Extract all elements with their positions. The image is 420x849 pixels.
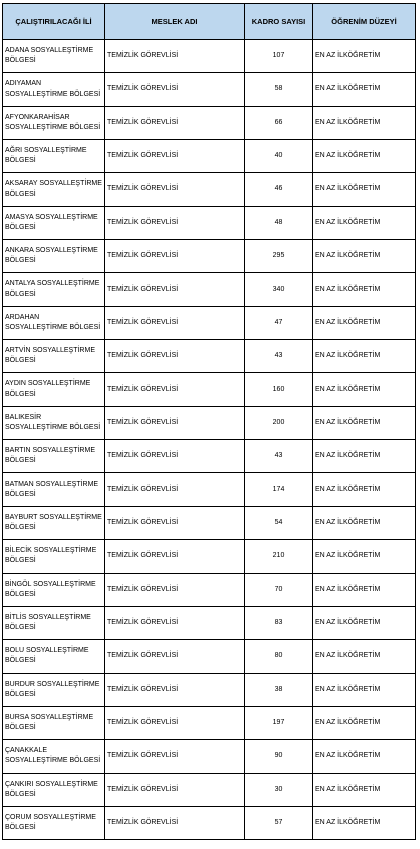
occupation-cell: TEMİZLİK GÖREVLİSİ	[105, 440, 245, 473]
province-cell: BATMAN SOSYALLEŞTİRME BÖLGESİ	[3, 473, 105, 506]
position-count-cell: 210	[245, 540, 313, 573]
education-level-cell: EN AZ İLKÖĞRETİM	[313, 640, 416, 673]
education-level-cell: EN AZ İLKÖĞRETİM	[313, 306, 416, 339]
province-cell: ÇANAKKALE SOSYALLEŞTİRME BÖLGESİ	[3, 740, 105, 773]
occupation-cell: TEMİZLİK GÖREVLİSİ	[105, 140, 245, 173]
province-cell: ARTVİN SOSYALLEŞTİRME BÖLGESİ	[3, 340, 105, 373]
position-count-cell: 107	[245, 40, 313, 73]
province-cell: ADIYAMAN SOSYALLEŞTİRME BÖLGESİ	[3, 73, 105, 106]
table-row	[3, 173, 416, 206]
occupation-cell: TEMİZLİK GÖREVLİSİ	[105, 373, 245, 406]
position-count-cell: 90	[245, 740, 313, 773]
education-level-cell: EN AZ İLKÖĞRETİM	[313, 40, 416, 73]
position-count-cell: 47	[245, 306, 313, 339]
education-level-cell: EN AZ İLKÖĞRETİM	[313, 206, 416, 239]
province-cell: ÇANKIRI SOSYALLEŞTİRME BÖLGESİ	[3, 773, 105, 806]
table-row	[3, 473, 416, 506]
table-row	[3, 406, 416, 439]
education-level-cell: EN AZ İLKÖĞRETİM	[313, 273, 416, 306]
header-row	[3, 4, 416, 40]
province-cell: AYDIN SOSYALLEŞTİRME BÖLGESİ	[3, 373, 105, 406]
position-count-cell: 197	[245, 706, 313, 739]
occupation-cell: TEMİZLİK GÖREVLİSİ	[105, 706, 245, 739]
occupation-cell: TEMİZLİK GÖREVLİSİ	[105, 106, 245, 139]
education-level-cell: EN AZ İLKÖĞRETİM	[313, 806, 416, 839]
position-count-cell: 38	[245, 673, 313, 706]
table-row	[3, 573, 416, 606]
province-cell: BİLECİK SOSYALLEŞTİRME BÖLGESİ	[3, 540, 105, 573]
position-count-cell: 80	[245, 640, 313, 673]
header-education-level: ÖĞRENİM DÜZEYİ	[313, 4, 416, 40]
table-row	[3, 206, 416, 239]
staff-quota-table	[2, 3, 416, 840]
table-row	[3, 273, 416, 306]
education-level-cell: EN AZ İLKÖĞRETİM	[313, 106, 416, 139]
occupation-cell: TEMİZLİK GÖREVLİSİ	[105, 640, 245, 673]
occupation-cell: TEMİZLİK GÖREVLİSİ	[105, 306, 245, 339]
province-cell: BAYBURT SOSYALLEŞTİRME BÖLGESİ	[3, 506, 105, 539]
province-cell: BALIKESİR SOSYALLEŞTİRME BÖLGESİ	[3, 406, 105, 439]
header-province: ÇALIŞTIRILACAĞI İLİ	[3, 4, 105, 40]
province-cell: BİTLİS SOSYALLEŞTİRME BÖLGESİ	[3, 606, 105, 639]
occupation-cell: TEMİZLİK GÖREVLİSİ	[105, 273, 245, 306]
province-cell: ANTALYA SOSYALLEŞTİRME BÖLGESİ	[3, 273, 105, 306]
table-row	[3, 340, 416, 373]
table-row	[3, 740, 416, 773]
education-level-cell: EN AZ İLKÖĞRETİM	[313, 173, 416, 206]
occupation-cell: TEMİZLİK GÖREVLİSİ	[105, 540, 245, 573]
table-row	[3, 640, 416, 673]
province-cell: AĞRI SOSYALLEŞTİRME BÖLGESİ	[3, 140, 105, 173]
occupation-cell: TEMİZLİK GÖREVLİSİ	[105, 506, 245, 539]
position-count-cell: 200	[245, 406, 313, 439]
education-level-cell: EN AZ İLKÖĞRETİM	[313, 573, 416, 606]
table-row	[3, 306, 416, 339]
position-count-cell: 83	[245, 606, 313, 639]
position-count-cell: 340	[245, 273, 313, 306]
province-cell: BOLU SOSYALLEŞTİRME BÖLGESİ	[3, 640, 105, 673]
province-cell: BARTIN SOSYALLEŞTİRME BÖLGESİ	[3, 440, 105, 473]
table-row	[3, 373, 416, 406]
province-cell: BURSA SOSYALLEŞTİRME BÖLGESİ	[3, 706, 105, 739]
occupation-cell: TEMİZLİK GÖREVLİSİ	[105, 406, 245, 439]
occupation-cell: TEMİZLİK GÖREVLİSİ	[105, 40, 245, 73]
position-count-cell: 46	[245, 173, 313, 206]
province-cell: BURDUR SOSYALLEŞTİRME BÖLGESİ	[3, 673, 105, 706]
table-row	[3, 106, 416, 139]
occupation-cell: TEMİZLİK GÖREVLİSİ	[105, 73, 245, 106]
occupation-cell: TEMİZLİK GÖREVLİSİ	[105, 173, 245, 206]
position-count-cell: 174	[245, 473, 313, 506]
table-row	[3, 806, 416, 839]
position-count-cell: 48	[245, 206, 313, 239]
province-cell: ADANA SOSYALLEŞTİRME BÖLGESİ	[3, 40, 105, 73]
table-row	[3, 606, 416, 639]
education-level-cell: EN AZ İLKÖĞRETİM	[313, 540, 416, 573]
position-count-cell: 54	[245, 506, 313, 539]
education-level-cell: EN AZ İLKÖĞRETİM	[313, 73, 416, 106]
table-row	[3, 440, 416, 473]
table-row	[3, 540, 416, 573]
province-cell: AFYONKARAHİSAR SOSYALLEŞTİRME BÖLGESİ	[3, 106, 105, 139]
education-level-cell: EN AZ İLKÖĞRETİM	[313, 440, 416, 473]
position-count-cell: 70	[245, 573, 313, 606]
education-level-cell: EN AZ İLKÖĞRETİM	[313, 773, 416, 806]
occupation-cell: TEMİZLİK GÖREVLİSİ	[105, 206, 245, 239]
province-cell: AMASYA SOSYALLEŞTİRME BÖLGESİ	[3, 206, 105, 239]
table-row	[3, 706, 416, 739]
education-level-cell: EN AZ İLKÖĞRETİM	[313, 240, 416, 273]
table-row	[3, 140, 416, 173]
education-level-cell: EN AZ İLKÖĞRETİM	[313, 740, 416, 773]
table-row	[3, 73, 416, 106]
occupation-cell: TEMİZLİK GÖREVLİSİ	[105, 240, 245, 273]
education-level-cell: EN AZ İLKÖĞRETİM	[313, 673, 416, 706]
table-row	[3, 240, 416, 273]
education-level-cell: EN AZ İLKÖĞRETİM	[313, 373, 416, 406]
occupation-cell: TEMİZLİK GÖREVLİSİ	[105, 740, 245, 773]
table-header	[3, 4, 416, 40]
position-count-cell: 43	[245, 340, 313, 373]
education-level-cell: EN AZ İLKÖĞRETİM	[313, 340, 416, 373]
occupation-cell: TEMİZLİK GÖREVLİSİ	[105, 773, 245, 806]
education-level-cell: EN AZ İLKÖĞRETİM	[313, 140, 416, 173]
header-position-count: KADRO SAYISI	[245, 4, 313, 40]
occupation-cell: TEMİZLİK GÖREVLİSİ	[105, 673, 245, 706]
occupation-cell: TEMİZLİK GÖREVLİSİ	[105, 606, 245, 639]
table-row	[3, 673, 416, 706]
position-count-cell: 57	[245, 806, 313, 839]
position-count-cell: 295	[245, 240, 313, 273]
occupation-cell: TEMİZLİK GÖREVLİSİ	[105, 573, 245, 606]
table-row	[3, 773, 416, 806]
education-level-cell: EN AZ İLKÖĞRETİM	[313, 406, 416, 439]
position-count-cell: 30	[245, 773, 313, 806]
education-level-cell: EN AZ İLKÖĞRETİM	[313, 706, 416, 739]
occupation-cell: TEMİZLİK GÖREVLİSİ	[105, 340, 245, 373]
province-cell: AKSARAY SOSYALLEŞTİRME BÖLGESİ	[3, 173, 105, 206]
occupation-cell: TEMİZLİK GÖREVLİSİ	[105, 473, 245, 506]
header-occupation: MESLEK ADI	[105, 4, 245, 40]
province-cell: ANKARA SOSYALLEŞTİRME BÖLGESİ	[3, 240, 105, 273]
table-body	[3, 40, 416, 840]
position-count-cell: 43	[245, 440, 313, 473]
province-cell: ARDAHAN SOSYALLEŞTİRME BÖLGESİ	[3, 306, 105, 339]
position-count-cell: 66	[245, 106, 313, 139]
position-count-cell: 160	[245, 373, 313, 406]
province-cell: BİNGÖL SOSYALLEŞTİRME BÖLGESİ	[3, 573, 105, 606]
education-level-cell: EN AZ İLKÖĞRETİM	[313, 506, 416, 539]
occupation-cell: TEMİZLİK GÖREVLİSİ	[105, 806, 245, 839]
education-level-cell: EN AZ İLKÖĞRETİM	[313, 606, 416, 639]
province-cell: ÇORUM SOSYALLEŞTİRME BÖLGESİ	[3, 806, 105, 839]
position-count-cell: 40	[245, 140, 313, 173]
education-level-cell: EN AZ İLKÖĞRETİM	[313, 473, 416, 506]
table-row	[3, 40, 416, 73]
position-count-cell: 58	[245, 73, 313, 106]
table-row	[3, 506, 416, 539]
